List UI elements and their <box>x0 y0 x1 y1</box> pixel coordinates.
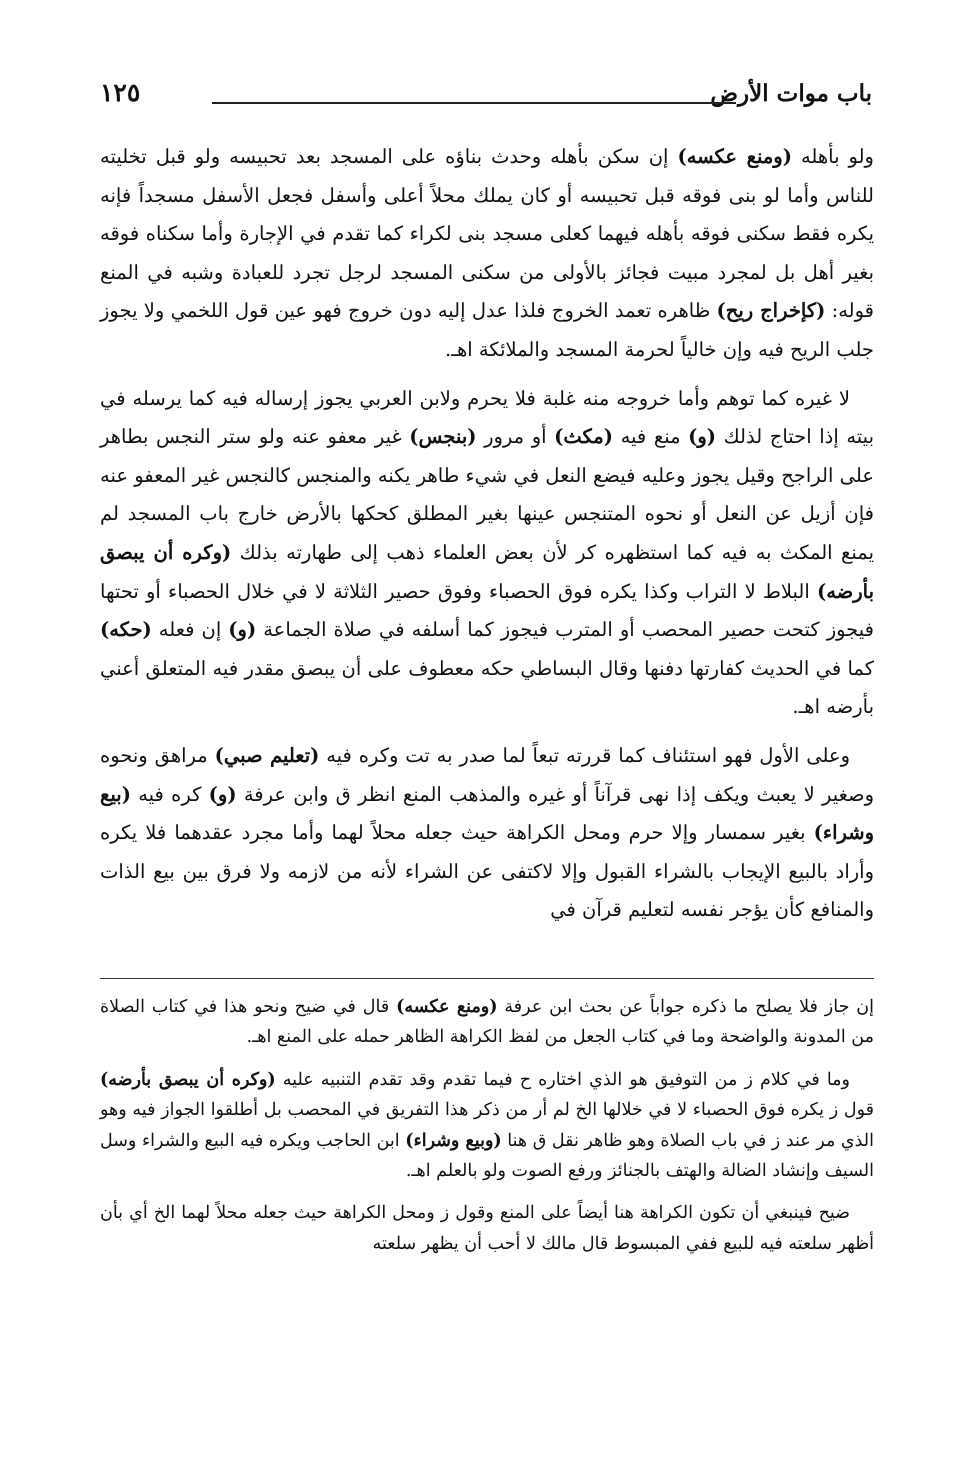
quoted-matn: (و) <box>208 782 237 806</box>
text-run: قال في ضيح ونحو هذا في كتاب الصلاة من المدونة والواضحة وما في كتاب الجعل من لفظ الكراهة الظاهر حمله على المنع اهـ. <box>100 997 874 1048</box>
text-run: ظاهره تعمد الخروج فلذا عدل إليه دون خروج فهو عين قول اللخمي ولا يجوز جلب الريح فيه وإن خالياً لحرمة المسجد والملائكة اهـ. <box>100 299 874 361</box>
quoted-matn: (وكره أن يبصق بأرضه) <box>100 1069 276 1090</box>
footnote-separator <box>100 978 874 979</box>
footnotes <box>100 992 874 1271</box>
footnote-2 <box>100 1065 874 1187</box>
footnote-3 <box>100 1198 874 1259</box>
text-run: إن جاز فلا يصلح ما ذكره جواباً عن بحث ابن عرفة <box>497 997 874 1017</box>
running-header <box>100 76 872 116</box>
quoted-matn: (بيع وشراء) <box>100 782 874 845</box>
quoted-matn: (و) <box>228 618 257 642</box>
text-run: أو مرور <box>476 425 555 449</box>
quoted-matn: (وكره أن يبصق بأرضه) <box>100 540 874 603</box>
quoted-matn: (وبيع وشراء) <box>405 1130 502 1151</box>
text-run: بغير سمسار وإلا حرم ومحل الكراهة حيث جعله محلاً لهما وأما مجرد عقدهما فلا يكره وأراد بالبيع الإيجاب بالشراء القبول وإلا لاكتفى عن الشراء لأنه من لازمه ولا فرق بين بيع الذات والمنافع كأن يؤجر نفسه لتعليم قرآن في <box>100 821 874 922</box>
text-run: قول ز يكره فوق الحصباء لا في خلالها الخ لم أر من ذكر هذا التفريق في المحصب بل أطلقوا الجواز فيه وهو الذي مر عند ز في باب الصلاة وهو ظاهر نقل ق هنا <box>100 1100 874 1151</box>
main-text <box>100 138 874 940</box>
text-run: وعلى الأول فهو استئناف كما قررته تبعاً لما صدر به تت وكره فيه <box>319 743 850 767</box>
page-number: ١٢٥ <box>100 78 141 107</box>
text-run: إن فعله <box>151 618 229 642</box>
text-run: وما في كلام ز من التوفيق هو الذي اختاره ح فيما تقدم وقد تقدم التنبيه عليه <box>275 1069 850 1090</box>
quoted-matn: (مكث) <box>554 425 613 449</box>
footnote-1 <box>100 992 874 1053</box>
header-rule <box>212 102 736 104</box>
text-run: ضيح فينبغي أن تكون الكراهة هنا أيضاً على المنع وقول ز ومحل الكراهة حيث جعله محلاً لهما الخ أي بأن أظهر سلعته فيه للبيع ففي المبسوط قال مالك لا أحب أن يظهر سلعته <box>100 1203 874 1254</box>
main-paragraph-1 <box>100 138 874 370</box>
text-run: منع فيه <box>612 425 689 449</box>
quoted-matn: (ومنع عكسه) <box>396 997 498 1017</box>
quoted-matn: (بنجس) <box>409 425 477 449</box>
text-run: غير معفو عنه ولو ستر النجس بطاهر على الراجح وقيل يجوز وعليه فيضع النعل في شيء طاهر يكنه والمنجس كالنجس غير المعفو عنه فإن أزيل عن النعل أو نحوه المتنجس عينها بغير المطلق كحكها بالأرض خارج باب المسجد لم يمنع المكث به فيه كما استظهره كر لأن بعض العلماء ذهب إلى طهارته بذلك <box>100 425 875 564</box>
text-run: ولو بأهله <box>791 145 874 168</box>
text-run: كما في الحديث كفارتها دفنها وقال البساطي حكه معطوف على أن يبصق مقدر فيه المتعلق أعني بأرضه اهـ. <box>100 656 874 719</box>
text-run: مراهق ونحوه وصغير لا يعبث ويكف إذا نهى قرآناً أو غيره والمذهب المنع انظر ق وابن عرفة <box>100 743 875 806</box>
quoted-matn: (حكه) <box>100 618 152 642</box>
main-paragraph-2 <box>100 380 874 727</box>
quoted-matn: (كإخراج ريح) <box>716 299 826 323</box>
text-run: إن سكن بأهله وحدث بناؤه على المسجد بعد تحبيسه ولو قبل تخليته للناس وأما لو بنى فوقه قبل تحبيسه أو كان يملك محلاً أعلى وأسفل فجعل الأسفل مسجداً فإنه يكره فقط سكنى فوقه بأهله فيهما كعلى مسجد بنى لكراء كما تقدم في الإجارة وأما سكناه فوقه بغير أهل بل لمجرد مبيت فجائز بالأولى من سكنى المسجد لرجل تجرد للعبادة وشبه في المنع قوله: <box>100 145 874 323</box>
main-paragraph-3 <box>100 737 874 930</box>
chapter-title: باب موات الأرض <box>710 80 872 107</box>
text-run: لا غيره كما توهم وأما خروجه منه غلبة فلا يحرم ولابن العربي يجوز إرساله فيه كما يرسله في بيته إذا احتاج لذلك <box>100 386 874 449</box>
text-run: كره فيه <box>130 782 209 806</box>
quoted-matn: (تعليم صبي) <box>214 743 320 767</box>
text-run: ابن الحاجب ويكره فيه البيع والشراء وسل السيف وإنشاد الضالة والهتف بالجنائز ورفع الصوت ولو بالعلم اهـ. <box>100 1130 874 1182</box>
quoted-matn: (ومنع عكسه) <box>677 145 792 168</box>
text-run: البلاط لا التراب وكذا يكره فوق الحصباء وفوق حصير الثلاثة لا في خلال الحصباء أو تحتها فيجوز كتحت حصير المحصب أو المترب فيجوز كما أسلفه في صلاة الجماعة <box>100 579 874 642</box>
quoted-matn: (و) <box>688 425 717 449</box>
